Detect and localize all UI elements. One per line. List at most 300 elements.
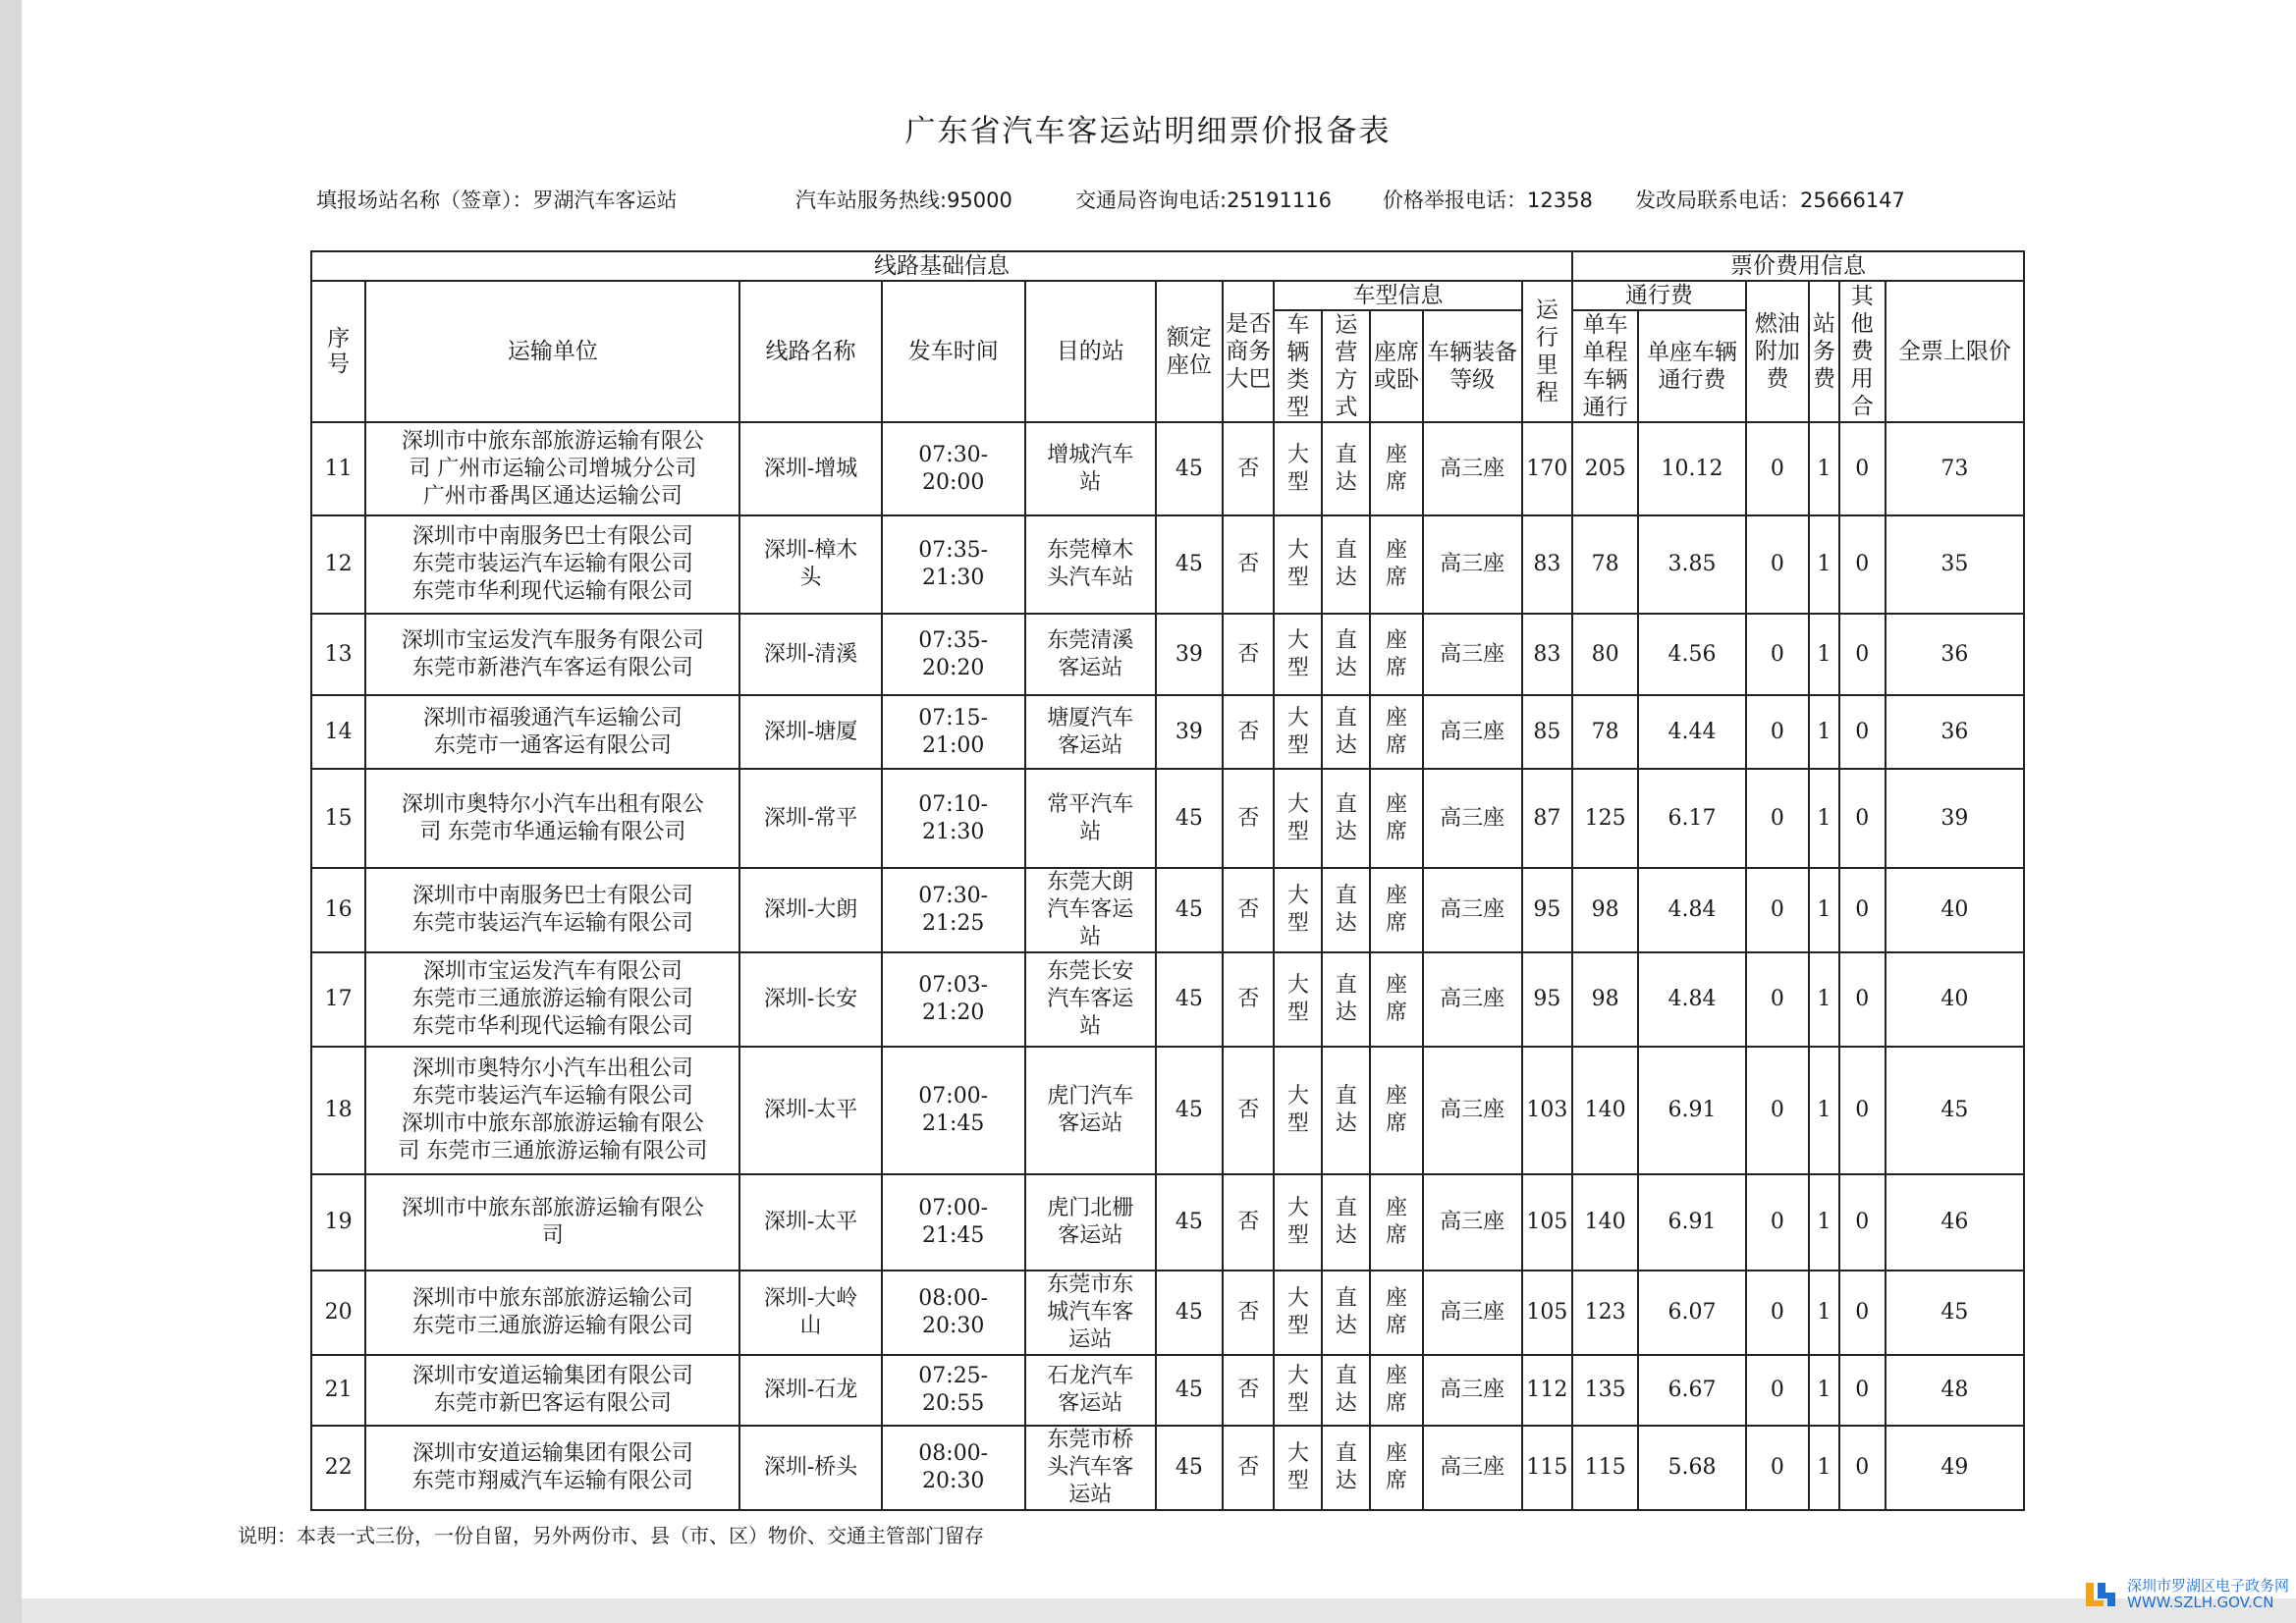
cell-vehicle-type (1274, 1047, 1322, 1174)
cell-max-price: 40 (1886, 952, 2024, 1047)
cell-line: 达 (1335, 1001, 1357, 1025)
cell-line: 21:20 (922, 1001, 985, 1025)
cell-toll-per-vehicle: 125 (1572, 769, 1638, 868)
cell-line: 深圳市中旅东部旅游运输公司 (411, 1286, 693, 1311)
cell-mileage: 112 (1522, 1355, 1572, 1426)
cell-seats: 45 (1156, 868, 1223, 952)
cell-equipment-grade: 高三座 (1423, 695, 1522, 769)
cell-line: 07:03- (918, 973, 989, 998)
cell-max-price: 73 (1886, 422, 2024, 515)
cell-toll-per-vehicle: 78 (1572, 515, 1638, 614)
cell-line: 座 (1385, 1084, 1407, 1109)
cell-line: 型 (1286, 1314, 1309, 1338)
cell-seats: 45 (1156, 952, 1223, 1047)
cell-toll-per-seat: 10.12 (1638, 422, 1745, 515)
cell-vehicle-type (1274, 695, 1322, 769)
cell-line: 席 (1385, 1469, 1407, 1493)
cell-seq: 18 (311, 1047, 365, 1174)
cell-line: 站 (1079, 819, 1102, 844)
cell-max-price: 36 (1886, 695, 2024, 769)
cell-seq: 15 (311, 769, 365, 868)
col-route: 线路名称 (739, 281, 881, 422)
cell-line: 东莞樟木 (1047, 538, 1134, 563)
cell-line: 07:25- (918, 1364, 989, 1388)
group-header-fare-info: 票价费用信息 (1572, 251, 2024, 281)
cell-line: 21:30 (922, 819, 985, 844)
cell-equipment-grade: 高三座 (1423, 515, 1522, 614)
cell-max-price: 35 (1886, 515, 2024, 614)
cell-line: 席 (1385, 911, 1407, 936)
cell-service-mode (1322, 769, 1370, 868)
cell-line: 席 (1385, 732, 1407, 758)
cell-line: 深圳-太平 (763, 1098, 858, 1122)
cell-line: 席 (1385, 1001, 1407, 1025)
cell-line: 20:30 (922, 1314, 985, 1338)
cell-line: 深圳市中旅东部旅游运输有限公 (401, 428, 704, 454)
table-row (311, 1047, 2024, 1174)
cell-departure (882, 1426, 1025, 1510)
cell-line: 客运站 (1058, 1223, 1123, 1248)
cell-line: 深圳-桥头 (763, 1455, 858, 1480)
cell-toll-per-seat: 6.67 (1638, 1355, 1745, 1426)
cell-line: 型 (1286, 1111, 1309, 1136)
cell-line: 型 (1286, 655, 1309, 680)
cell-station-fee: 1 (1809, 422, 1839, 515)
service-hotline: 汽车站服务热线:95000 (795, 189, 1012, 212)
cell-line: 东莞市桥 (1047, 1428, 1134, 1452)
cell-line: 东莞市华利现代运输有限公司 (411, 1014, 693, 1039)
cell-line: 达 (1335, 1111, 1357, 1136)
cell-line: 21:25 (922, 911, 985, 936)
cell-line: 直 (1335, 884, 1357, 908)
cell-operator (365, 614, 739, 695)
cell-fuel-surcharge: 0 (1746, 1426, 1809, 1510)
cell-station-fee: 1 (1809, 515, 1839, 614)
cell-toll-per-seat: 6.17 (1638, 769, 1745, 868)
cell-seq: 21 (311, 1355, 365, 1426)
cell-seats: 45 (1156, 422, 1223, 515)
watermark-logo (2084, 1578, 2289, 1611)
cell-operator (365, 1047, 739, 1174)
cell-line: 城汽车客 (1047, 1300, 1134, 1325)
cell-departure (882, 868, 1025, 952)
cell-line: 08:00- (918, 1286, 989, 1311)
cell-line: 东莞大朗 (1047, 870, 1134, 894)
cell-line: 客运站 (1058, 1391, 1123, 1416)
cell-equipment-grade: 高三座 (1423, 1355, 1522, 1426)
cell-line: 直 (1335, 1364, 1357, 1388)
cell-seq: 17 (311, 952, 365, 1047)
scan-bottom-edge (22, 1598, 2296, 1623)
cell-route (739, 695, 881, 769)
cell-line: 深圳-大岭 (763, 1286, 858, 1311)
scan-left-edge (0, 0, 22, 1623)
cell-line: 型 (1286, 1223, 1309, 1248)
cell-other-fees: 0 (1839, 695, 1886, 769)
table-body (311, 422, 2024, 1510)
cell-seq: 16 (311, 868, 365, 952)
cell-route (739, 614, 881, 695)
cell-departure (882, 515, 1025, 614)
watermark-name: 深圳市罗湖区电子政务网 (2127, 1577, 2290, 1595)
cell-mileage: 105 (1522, 1271, 1572, 1355)
cell-other-fees: 0 (1839, 422, 1886, 515)
cell-business-bus: 否 (1223, 1355, 1274, 1426)
col-vehicle-type: 车辆类型 (1274, 310, 1322, 422)
cell-mileage: 83 (1522, 614, 1572, 695)
cell-line: 08:00- (918, 1441, 989, 1466)
cell-max-price: 49 (1886, 1426, 2024, 1510)
cell-route (739, 1426, 881, 1510)
cell-line: 深圳-石龙 (763, 1378, 858, 1402)
cell-operator (365, 422, 739, 515)
footer-note: 说明：本表一式三份，一份自留，另外两份市、县（市、区）物价、交通主管部门留存 (238, 1524, 984, 1547)
cell-line: 07:00- (918, 1196, 989, 1220)
cell-line: 达 (1335, 655, 1357, 680)
cell-station-fee: 1 (1809, 695, 1839, 769)
cell-line: 席 (1385, 1391, 1407, 1416)
cell-line: 07:30- (918, 884, 989, 908)
cell-business-bus: 否 (1223, 868, 1274, 952)
cell-service-mode (1322, 1174, 1370, 1271)
cell-line: 席 (1385, 655, 1407, 680)
cell-toll-per-vehicle: 115 (1572, 1426, 1638, 1510)
cell-business-bus: 否 (1223, 769, 1274, 868)
cell-route (739, 1271, 881, 1355)
cell-line: 直 (1335, 791, 1357, 817)
cell-station-fee: 1 (1809, 1271, 1839, 1355)
fare-table (310, 250, 2025, 1511)
cell-line: 07:30- (918, 442, 989, 467)
cell-line: 司 东莞市三通旅游运输有限公司 (398, 1139, 708, 1163)
cell-other-fees: 0 (1839, 868, 1886, 952)
cell-equipment-grade: 高三座 (1423, 422, 1522, 515)
cell-vehicle-type (1274, 1174, 1322, 1271)
cell-line: 广州市番禺区通达运输公司 (422, 483, 683, 509)
cell-line: 司 广州市运输公司增城分公司 (409, 456, 697, 481)
cell-station-fee: 1 (1809, 614, 1839, 695)
cell-toll-per-seat: 4.84 (1638, 868, 1745, 952)
cell-destination (1025, 515, 1156, 614)
cell-seat-or-sleeper (1370, 422, 1422, 515)
cell-line: 东莞市翔威汽车运输有限公司 (411, 1469, 693, 1493)
cell-line: 座 (1385, 1364, 1407, 1388)
cell-service-mode (1322, 952, 1370, 1047)
cell-destination (1025, 1271, 1156, 1355)
cell-line: 运站 (1068, 1327, 1113, 1352)
cell-line: 达 (1335, 732, 1357, 758)
cell-other-fees: 0 (1839, 1047, 1886, 1174)
cell-fuel-surcharge: 0 (1746, 952, 1809, 1047)
cell-line: 深圳市宝运发汽车有限公司 (422, 959, 683, 984)
col-seats: 额定座位 (1156, 281, 1223, 422)
cell-line: 东莞清溪 (1047, 627, 1134, 653)
cell-line: 深圳-增城 (763, 456, 858, 481)
cell-vehicle-type (1274, 769, 1322, 868)
cell-departure (882, 422, 1025, 515)
cell-operator (365, 1355, 739, 1426)
cell-line: 达 (1335, 911, 1357, 936)
cell-operator (365, 695, 739, 769)
table-row (311, 422, 2024, 515)
cell-mileage: 105 (1522, 1174, 1572, 1271)
cell-line: 型 (1286, 819, 1309, 844)
cell-destination (1025, 952, 1156, 1047)
cell-line: 直 (1335, 627, 1357, 653)
cell-line: 深圳-长安 (763, 987, 858, 1011)
cell-other-fees: 0 (1839, 1355, 1886, 1426)
cell-route (739, 1174, 881, 1271)
cell-line: 07:35- (918, 627, 989, 653)
cell-line: 头汽车客 (1047, 1455, 1134, 1480)
cell-line: 席 (1385, 566, 1407, 590)
cell-destination (1025, 1174, 1156, 1271)
cell-seats: 45 (1156, 1426, 1223, 1510)
cell-line: 席 (1385, 1314, 1407, 1338)
cell-station-fee: 1 (1809, 769, 1839, 868)
cell-line: 深圳市奥特尔小汽车出租有限公 (401, 791, 704, 817)
cell-service-mode (1322, 1426, 1370, 1510)
table-row (311, 1271, 2024, 1355)
cell-line: 达 (1335, 1469, 1357, 1493)
cell-line: 深圳-太平 (763, 1210, 858, 1234)
cell-line: 东莞市新巴客运有限公司 (433, 1391, 672, 1416)
cell-line: 深圳市中南服务巴士有限公司 (411, 884, 693, 908)
cell-route (739, 1355, 881, 1426)
cell-toll-per-seat: 6.91 (1638, 1047, 1745, 1174)
cell-route (739, 515, 881, 614)
cell-other-fees: 0 (1839, 515, 1886, 614)
cell-line: 头汽车站 (1047, 566, 1134, 590)
cell-line: 席 (1385, 1223, 1407, 1248)
cell-line: 型 (1286, 469, 1309, 495)
cell-mileage: 170 (1522, 422, 1572, 515)
cell-fuel-surcharge: 0 (1746, 515, 1809, 614)
cell-line: 型 (1286, 566, 1309, 590)
col-toll-per-vehicle: 单车单程车辆通行 (1572, 310, 1638, 422)
cell-vehicle-type (1274, 1271, 1322, 1355)
col-equipment-grade: 车辆装备等级 (1423, 310, 1522, 422)
cell-line: 大 (1286, 1364, 1309, 1388)
cell-line: 大 (1286, 705, 1309, 730)
cell-line: 虎门汽车 (1047, 1084, 1134, 1109)
cell-fuel-surcharge: 0 (1746, 868, 1809, 952)
sub-header-toll: 通行费 (1572, 281, 1746, 310)
cell-line: 型 (1286, 732, 1309, 758)
cell-route (739, 769, 881, 868)
cell-line: 大 (1286, 1196, 1309, 1220)
cell-departure (882, 1271, 1025, 1355)
cell-line: 深圳-常平 (763, 805, 858, 831)
cell-toll-per-seat: 6.07 (1638, 1271, 1745, 1355)
cell-line: 座 (1385, 973, 1407, 998)
cell-toll-per-vehicle: 135 (1572, 1355, 1638, 1426)
cell-station-fee: 1 (1809, 1174, 1839, 1271)
cell-seat-or-sleeper (1370, 952, 1422, 1047)
table-row (311, 695, 2024, 769)
cell-line: 深圳市福骏通汽车运输公司 (422, 705, 683, 730)
cell-station-fee: 1 (1809, 952, 1839, 1047)
cell-line: 大 (1286, 884, 1309, 908)
cell-line: 司 (541, 1223, 564, 1248)
cell-route (739, 1047, 881, 1174)
cell-business-bus: 否 (1223, 515, 1274, 614)
cell-business-bus: 否 (1223, 422, 1274, 515)
cell-seat-or-sleeper (1370, 1426, 1422, 1510)
cell-max-price: 45 (1886, 1271, 2024, 1355)
cell-seq: 20 (311, 1271, 365, 1355)
cell-departure (882, 1355, 1025, 1426)
cell-service-mode (1322, 1047, 1370, 1174)
cell-service-mode (1322, 1355, 1370, 1426)
cell-toll-per-vehicle: 140 (1572, 1174, 1638, 1271)
cell-seq: 13 (311, 614, 365, 695)
cell-line: 东莞市装运汽车运输有限公司 (411, 552, 693, 576)
cell-business-bus: 否 (1223, 1271, 1274, 1355)
cell-line: 东莞市一通客运有限公司 (433, 732, 672, 758)
cell-business-bus: 否 (1223, 614, 1274, 695)
cell-seat-or-sleeper (1370, 1355, 1422, 1426)
cell-line: 站 (1079, 1014, 1102, 1039)
cell-destination (1025, 1047, 1156, 1174)
col-operator: 运输单位 (365, 281, 739, 422)
cell-line: 深圳市安道运输集团有限公司 (411, 1364, 693, 1388)
cell-line: 大 (1286, 1441, 1309, 1466)
document-title: 广东省汽车客运站明细票价报备表 (904, 114, 1392, 149)
cell-seat-or-sleeper (1370, 614, 1422, 695)
cell-route (739, 422, 881, 515)
cell-line: 大 (1286, 627, 1309, 653)
cell-line: 席 (1385, 469, 1407, 495)
cell-line: 深圳市宝运发汽车服务有限公司 (401, 627, 704, 653)
cell-line: 深圳市中旅东部旅游运输有限公 (401, 1111, 704, 1136)
cell-toll-per-vehicle: 205 (1572, 422, 1638, 515)
cell-line: 头 (799, 566, 822, 590)
cell-line: 直 (1335, 1196, 1357, 1220)
table-row (311, 868, 2024, 952)
cell-line: 21:00 (922, 732, 985, 758)
cell-business-bus: 否 (1223, 695, 1274, 769)
cell-line: 大 (1286, 1084, 1309, 1109)
price-report-phone: 价格举报电话：12358 (1383, 189, 1593, 212)
cell-seat-or-sleeper (1370, 868, 1422, 952)
cell-line: 深圳-塘厦 (763, 719, 858, 744)
cell-vehicle-type (1274, 1426, 1322, 1510)
cell-line: 大 (1286, 442, 1309, 467)
cell-service-mode (1322, 422, 1370, 515)
cell-equipment-grade: 高三座 (1423, 1047, 1522, 1174)
cell-line: 常平汽车 (1047, 791, 1134, 817)
transport-phone: 交通局咨询电话:25191116 (1075, 189, 1332, 212)
cell-line: 20:55 (922, 1391, 985, 1416)
cell-seats: 45 (1156, 1047, 1223, 1174)
cell-service-mode (1322, 1271, 1370, 1355)
cell-line: 深圳-樟木 (763, 538, 858, 563)
cell-destination (1025, 868, 1156, 952)
col-fuel-surcharge: 燃油附加费 (1746, 281, 1809, 422)
cell-max-price: 36 (1886, 614, 2024, 695)
cell-business-bus: 否 (1223, 1426, 1274, 1510)
cell-other-fees: 0 (1839, 1271, 1886, 1355)
cell-seat-or-sleeper (1370, 515, 1422, 614)
cell-fuel-surcharge: 0 (1746, 1271, 1809, 1355)
cell-seq: 22 (311, 1426, 365, 1510)
cell-service-mode (1322, 614, 1370, 695)
cell-operator (365, 515, 739, 614)
cell-fuel-surcharge: 0 (1746, 614, 1809, 695)
cell-line: 07:35- (918, 538, 989, 563)
cell-departure (882, 695, 1025, 769)
cell-seat-or-sleeper (1370, 695, 1422, 769)
cell-equipment-grade: 高三座 (1423, 1174, 1522, 1271)
cell-operator (365, 769, 739, 868)
cell-operator (365, 1426, 739, 1510)
cell-station-fee: 1 (1809, 868, 1839, 952)
cell-line: 东莞市装运汽车运输有限公司 (411, 911, 693, 936)
cell-line: 大 (1286, 538, 1309, 563)
cell-toll-per-vehicle: 140 (1572, 1047, 1638, 1174)
col-max-price: 全票上限价 (1886, 281, 2024, 422)
cell-toll-per-seat: 4.56 (1638, 614, 1745, 695)
cell-business-bus: 否 (1223, 1174, 1274, 1271)
cell-line: 直 (1335, 1084, 1357, 1109)
cell-line: 20:20 (922, 655, 985, 680)
cell-operator (365, 1271, 739, 1355)
cell-service-mode (1322, 515, 1370, 614)
cell-departure (882, 1047, 1025, 1174)
cell-destination (1025, 695, 1156, 769)
col-mileage: 运行里程 (1522, 281, 1572, 422)
cell-line: 司 东莞市华通运输有限公司 (419, 819, 686, 844)
cell-fuel-surcharge: 0 (1746, 1174, 1809, 1271)
cell-station-fee: 1 (1809, 1047, 1839, 1174)
cell-equipment-grade: 高三座 (1423, 952, 1522, 1047)
cell-route (739, 952, 881, 1047)
cell-station-fee: 1 (1809, 1355, 1839, 1426)
cell-mileage: 103 (1522, 1047, 1572, 1174)
cell-line: 20:30 (922, 1469, 985, 1493)
cell-line: 直 (1335, 705, 1357, 730)
cell-line: 07:10- (918, 791, 989, 817)
cell-vehicle-type (1274, 868, 1322, 952)
cell-seq: 19 (311, 1174, 365, 1271)
cell-seat-or-sleeper (1370, 1174, 1422, 1271)
cell-service-mode (1322, 695, 1370, 769)
cell-line: 达 (1335, 469, 1357, 495)
cell-line: 站 (1079, 925, 1102, 949)
cell-mileage: 95 (1522, 952, 1572, 1047)
cell-line: 型 (1286, 911, 1309, 936)
cell-seat-or-sleeper (1370, 1047, 1422, 1174)
cell-line: 20:00 (922, 469, 985, 495)
cell-other-fees: 0 (1839, 1174, 1886, 1271)
cell-fuel-surcharge: 0 (1746, 422, 1809, 515)
cell-seq: 14 (311, 695, 365, 769)
col-departure: 发车时间 (882, 281, 1025, 422)
cell-vehicle-type (1274, 952, 1322, 1047)
cell-max-price: 46 (1886, 1174, 2024, 1271)
cell-line: 深圳-清溪 (763, 641, 858, 667)
cell-line: 座 (1385, 538, 1407, 563)
cell-line: 达 (1335, 566, 1357, 590)
cell-other-fees: 0 (1839, 1426, 1886, 1510)
cell-line: 座 (1385, 1441, 1407, 1466)
watermark-url: WWW.SZLH.GOV.CN (2127, 1594, 2274, 1611)
cell-equipment-grade: 高三座 (1423, 868, 1522, 952)
cell-line: 客运站 (1058, 732, 1123, 758)
cell-line: 座 (1385, 627, 1407, 653)
cell-departure (882, 1174, 1025, 1271)
